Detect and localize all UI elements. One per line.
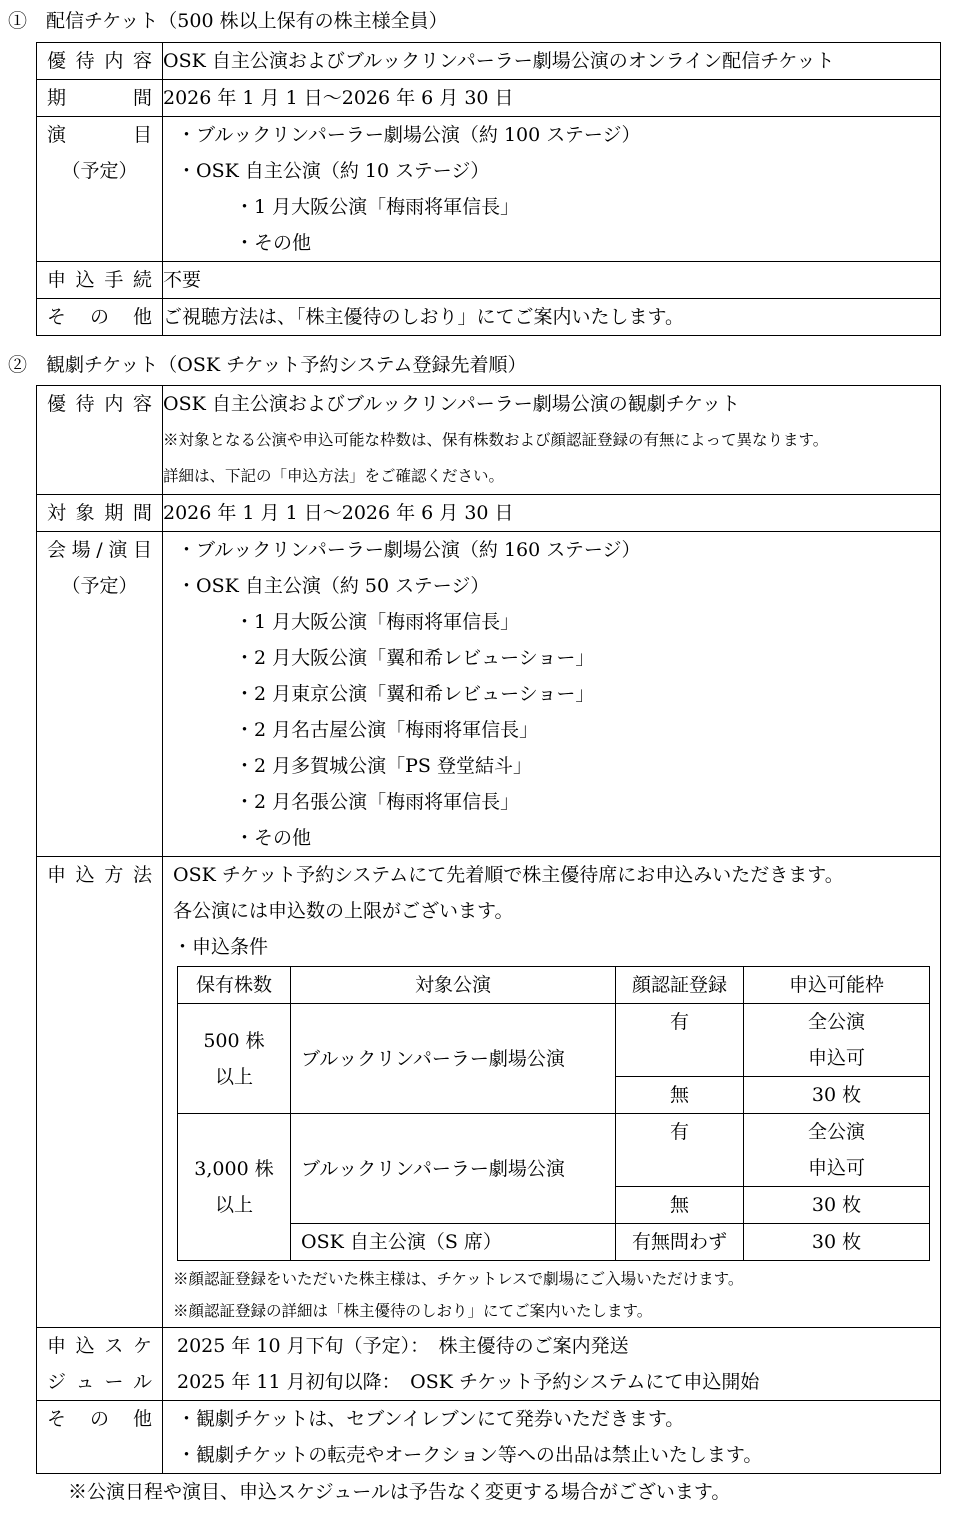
period-value: 2026 年 1 月 1 日～2026 年 6 月 30 日 bbox=[163, 87, 514, 109]
period-value: 2026 年 1 月 1 日～2026 年 6 月 30 日 bbox=[163, 502, 514, 524]
table-row bbox=[37, 386, 941, 495]
face-auth-cell: 有 bbox=[616, 1114, 744, 1187]
table-row bbox=[37, 299, 941, 336]
venue-line: ・OSK 自主公演（約 50 ステージ） bbox=[177, 575, 490, 597]
table-row bbox=[37, 532, 941, 857]
slots-cell: 30 枚 bbox=[744, 1187, 930, 1224]
venue-subline: ・2 月名張公演「梅雨将軍信長」 bbox=[235, 791, 520, 813]
schedule-line: 2025 年 10 月下旬（予定）： 株主優待のご案内発送 bbox=[177, 1335, 629, 1357]
benefit-note: ※対象となる公演や申込可能な枠数は、保有株数および顔認証登録の有無によって異なります。 bbox=[163, 431, 829, 449]
table-row bbox=[37, 117, 941, 262]
table-row bbox=[37, 495, 941, 532]
procedure-value: 不要 bbox=[163, 269, 202, 291]
table-row bbox=[178, 1224, 930, 1261]
venue-subline: ・2 月大阪公演「翼和希レビューショー」 bbox=[235, 647, 595, 669]
row-label: 期 間 bbox=[47, 87, 152, 109]
method-note: ※顔認証登録をいただいた株主様は、チケットレスで劇場にご入場いただけます。 bbox=[173, 1270, 744, 1288]
footnote: ※公演日程や演目、申込スケジュールは予告なく変更する場合がございます。 bbox=[68, 1481, 731, 1503]
row-label: 申込方法 bbox=[47, 864, 152, 886]
method-line: 各公演には申込数の上限がございます。 bbox=[173, 900, 514, 922]
benefit-value: OSK 自主公演およびブルックリンパーラー劇場公演のオンライン配信チケット bbox=[163, 50, 835, 72]
performance-cell: ブルックリンパーラー劇場公演 bbox=[291, 1004, 616, 1114]
other-line: ・観劇チケットの転売やオークション等への出品は禁止いたします。 bbox=[177, 1444, 763, 1466]
row-label: 優待内容 bbox=[47, 50, 152, 72]
other-line: ・観劇チケットは、セブンイレブンにて発券いただきます。 bbox=[177, 1408, 685, 1430]
schedule-line: 2025 年 11 月初旬以降： OSK チケット予約システムにて申込開始 bbox=[177, 1371, 760, 1393]
face-auth-cell: 無 bbox=[616, 1187, 744, 1224]
column-header: 保有株数 bbox=[178, 967, 291, 1004]
slots-cell: 全公演 申込可 bbox=[744, 1114, 930, 1187]
venue-subline: ・2 月多賀城公演「PS 登堂結斗」 bbox=[235, 755, 532, 777]
row-label: ジュール bbox=[47, 1371, 152, 1393]
performance-cell: OSK 自主公演（S 席） bbox=[291, 1224, 616, 1261]
application-conditions-table bbox=[177, 966, 930, 1261]
table-row bbox=[37, 1401, 941, 1474]
venue-subline: ・2 月名古屋公演「梅雨将軍信長」 bbox=[235, 719, 539, 741]
table-row bbox=[37, 80, 941, 117]
program-line: ・OSK 自主公演（約 10 ステージ） bbox=[177, 160, 490, 182]
row-label: そ の 他 bbox=[47, 306, 152, 328]
face-auth-cell: 有 bbox=[616, 1004, 744, 1077]
table-row bbox=[37, 1328, 941, 1401]
method-line: OSK チケット予約システムにて先着順で株主優待席にお申込みいただきます。 bbox=[173, 864, 844, 886]
row-label: 申込スケ bbox=[47, 1335, 152, 1357]
performance-cell: ブルックリンパーラー劇場公演 bbox=[291, 1114, 616, 1224]
row-label: 演 目 bbox=[47, 124, 152, 146]
venue-line: ・ブルックリンパーラー劇場公演（約 160 ステージ） bbox=[177, 539, 641, 561]
other-value: ご視聴方法は、「株主優待のしおり」にてご案内いたします。 bbox=[163, 306, 684, 328]
row-sublabel: （予定） bbox=[61, 160, 138, 182]
row-label: 優待内容 bbox=[47, 393, 152, 415]
section1-heading: ① 配信チケット（500 株以上保有の株主様全員） bbox=[8, 10, 448, 32]
column-header: 顔認証登録 bbox=[616, 967, 744, 1004]
slots-cell: 全公演 申込可 bbox=[744, 1004, 930, 1077]
benefit-note: 詳細は、下記の「申込方法」をご確認ください。 bbox=[163, 467, 505, 485]
distribution-ticket-table bbox=[36, 42, 941, 336]
table-row bbox=[178, 1114, 930, 1187]
row-sublabel: （予定） bbox=[61, 575, 138, 597]
row-label: そ の 他 bbox=[47, 1408, 152, 1430]
face-auth-cell: 有無問わず bbox=[616, 1224, 744, 1261]
program-line: ・ブルックリンパーラー劇場公演（約 100 ステージ） bbox=[177, 124, 641, 146]
row-label: 申込手続 bbox=[47, 269, 152, 291]
program-line: ・その他 bbox=[235, 232, 312, 254]
table-row bbox=[178, 1004, 930, 1077]
column-header: 対象公演 bbox=[291, 967, 616, 1004]
slots-cell: 30 枚 bbox=[744, 1224, 930, 1261]
venue-subline: ・2 月東京公演「翼和希レビューショー」 bbox=[235, 683, 595, 705]
shares-cell: 3,000 株 以上 bbox=[178, 1114, 291, 1261]
table-row bbox=[37, 262, 941, 299]
method-line: ・申込条件 bbox=[173, 936, 269, 958]
section2-heading: ② 観劇チケット（OSK チケット予約システム登録先着順） bbox=[8, 354, 527, 376]
theater-ticket-table bbox=[36, 385, 941, 1474]
table-row bbox=[37, 857, 941, 1328]
row-label: 会場/演目 bbox=[47, 539, 152, 561]
column-header: 申込可能枠 bbox=[744, 967, 930, 1004]
venue-subline: ・1 月大阪公演「梅雨将軍信長」 bbox=[235, 611, 520, 633]
program-line: ・1 月大阪公演「梅雨将軍信長」 bbox=[235, 196, 520, 218]
table-row bbox=[37, 43, 941, 80]
shares-cell: 500 株 以上 bbox=[178, 1004, 291, 1114]
row-label: 対象期間 bbox=[47, 502, 152, 524]
benefit-value: OSK 自主公演およびブルックリンパーラー劇場公演の観劇チケット bbox=[163, 393, 741, 415]
venue-subline: ・その他 bbox=[235, 827, 312, 849]
method-note: ※顔認証登録の詳細は「株主優待のしおり」にてご案内いたします。 bbox=[173, 1302, 653, 1320]
face-auth-cell: 無 bbox=[616, 1077, 744, 1114]
slots-cell: 30 枚 bbox=[744, 1077, 930, 1114]
table-header-row bbox=[178, 967, 930, 1004]
